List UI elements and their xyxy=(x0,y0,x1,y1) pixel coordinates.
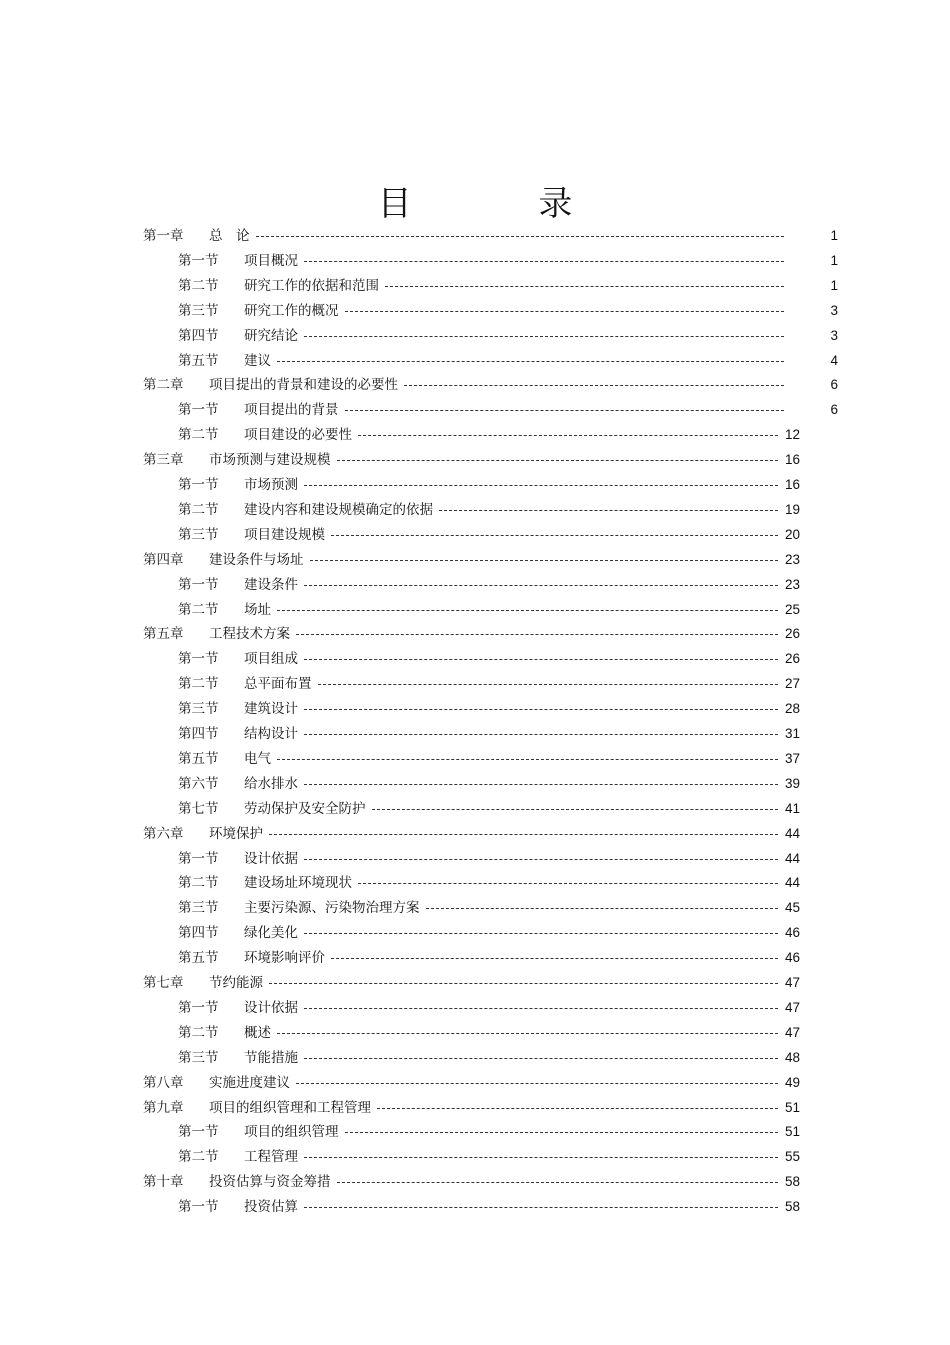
page-number: 25 xyxy=(784,602,800,617)
section-title: 环境影响评价 xyxy=(244,950,325,966)
page-number: 23 xyxy=(784,552,800,567)
chapter-number: 第七章 xyxy=(143,975,184,991)
toc-chapter-row[interactable] xyxy=(0,224,950,248)
section-number: 第二节 xyxy=(178,502,219,518)
leader-dots xyxy=(296,1083,778,1084)
section-title: 建设内容和建设规模确定的依据 xyxy=(244,502,433,518)
section-number: 第一节 xyxy=(178,1124,219,1140)
page-number: 49 xyxy=(784,1075,800,1090)
section-title: 研究工作的依据和范围 xyxy=(244,278,379,294)
section-title: 工程管理 xyxy=(244,1149,298,1165)
toc-section-row[interactable] xyxy=(0,797,950,821)
section-title: 市场预测 xyxy=(244,477,298,493)
section-title: 项目组成 xyxy=(244,651,298,667)
leader-dots xyxy=(304,485,778,486)
section-title: 投资估算 xyxy=(244,1199,298,1215)
toc-chapter-row[interactable] xyxy=(0,448,950,472)
leader-dots xyxy=(358,883,778,884)
page-number: 58 xyxy=(784,1174,800,1189)
section-title: 绿化美化 xyxy=(244,925,298,941)
toc-section-row[interactable] xyxy=(0,598,950,622)
leader-dots xyxy=(331,535,778,536)
section-number: 第二节 xyxy=(178,278,219,294)
chapter-number: 第三章 xyxy=(143,452,184,468)
page-number: 44 xyxy=(784,875,800,890)
leader-dots xyxy=(439,510,778,511)
page-number: 1 xyxy=(830,278,838,293)
section-number: 第一节 xyxy=(178,1199,219,1215)
section-number: 第三节 xyxy=(178,900,219,916)
toc-chapter-row[interactable] xyxy=(0,373,950,397)
toc-section-row[interactable] xyxy=(0,398,950,422)
leader-dots xyxy=(310,560,779,561)
leader-dots xyxy=(277,1033,778,1034)
section-number: 第四节 xyxy=(178,726,219,742)
leader-dots xyxy=(269,983,778,984)
section-number: 第三节 xyxy=(178,701,219,717)
leader-dots xyxy=(296,634,778,635)
toc-section-row[interactable] xyxy=(0,896,950,920)
page-number: 26 xyxy=(784,626,800,641)
page-number: 23 xyxy=(784,577,800,592)
section-title: 研究结论 xyxy=(244,328,298,344)
section-title: 项目的组织管理 xyxy=(244,1124,339,1140)
section-title: 建设场址环境现状 xyxy=(244,875,352,891)
section-title: 主要污染源、污染物治理方案 xyxy=(244,900,420,916)
leader-dots xyxy=(304,784,778,785)
leader-dots xyxy=(337,460,779,461)
toc-chapter-row[interactable] xyxy=(0,1170,950,1194)
page-number: 46 xyxy=(784,925,800,940)
toc-section-row[interactable] xyxy=(0,1021,950,1045)
section-number: 第五节 xyxy=(178,950,219,966)
toc-section-row[interactable] xyxy=(0,1195,950,1219)
page-number: 48 xyxy=(784,1050,800,1065)
section-title: 项目概况 xyxy=(244,253,298,269)
page-number: 37 xyxy=(784,751,800,766)
toc-section-row[interactable] xyxy=(0,1046,950,1070)
leader-dots xyxy=(277,610,778,611)
leader-dots xyxy=(331,958,778,959)
section-number: 第一节 xyxy=(178,577,219,593)
leader-dots xyxy=(304,1207,778,1208)
toc-section-row[interactable] xyxy=(0,573,950,597)
section-number: 第一节 xyxy=(178,402,219,418)
leader-dots xyxy=(304,859,778,860)
leader-dots xyxy=(277,759,778,760)
chapter-number: 第一章 xyxy=(143,228,184,244)
page-number: 51 xyxy=(784,1100,800,1115)
toc-section-row[interactable] xyxy=(0,1120,950,1144)
chapter-title: 市场预测与建设规模 xyxy=(209,452,331,468)
section-title: 项目建设规模 xyxy=(244,527,325,543)
page-number: 46 xyxy=(784,950,800,965)
section-number: 第一节 xyxy=(178,851,219,867)
section-title: 场址 xyxy=(244,602,271,618)
leader-dots xyxy=(304,1008,778,1009)
chapter-title: 建设条件与场址 xyxy=(209,552,304,568)
toc-section-row[interactable] xyxy=(0,921,950,945)
section-title: 节能措施 xyxy=(244,1050,298,1066)
toc-section-row[interactable] xyxy=(0,847,950,871)
leader-dots xyxy=(318,684,779,685)
toc-section-row[interactable] xyxy=(0,274,950,298)
toc-section-row[interactable] xyxy=(0,647,950,671)
chapter-title: 实施进度建议 xyxy=(209,1075,290,1091)
page-number: 27 xyxy=(784,676,800,691)
section-number: 第三节 xyxy=(178,303,219,319)
section-title: 设计依据 xyxy=(244,851,298,867)
page-title: 目 录 xyxy=(377,184,631,224)
leader-dots xyxy=(304,659,778,660)
page-number: 31 xyxy=(784,726,800,741)
toc-chapter-row[interactable] xyxy=(0,548,950,572)
section-title: 设计依据 xyxy=(244,1000,298,1016)
page-number: 44 xyxy=(784,826,800,841)
toc-section-row[interactable] xyxy=(0,722,950,746)
section-number: 第四节 xyxy=(178,925,219,941)
leader-dots xyxy=(337,1182,779,1183)
chapter-number: 第四章 xyxy=(143,552,184,568)
section-title: 结构设计 xyxy=(244,726,298,742)
page-number: 44 xyxy=(784,851,800,866)
page-number: 1 xyxy=(830,253,838,268)
toc-section-row[interactable] xyxy=(0,523,950,547)
leader-dots xyxy=(304,1058,778,1059)
leader-dots xyxy=(304,933,778,934)
toc-section-row[interactable] xyxy=(0,349,950,373)
section-number: 第一节 xyxy=(178,477,219,493)
chapter-title: 工程技术方案 xyxy=(209,626,290,642)
toc-section-row[interactable] xyxy=(0,423,950,447)
toc-section-row[interactable] xyxy=(0,1145,950,1169)
chapter-number: 第八章 xyxy=(143,1075,184,1091)
leader-dots xyxy=(385,286,784,287)
toc-section-row[interactable] xyxy=(0,996,950,1020)
leader-dots xyxy=(304,261,784,262)
page-number: 19 xyxy=(784,502,800,517)
page-number: 47 xyxy=(784,1025,800,1040)
page-number: 26 xyxy=(784,651,800,666)
chapter-number: 第二章 xyxy=(143,377,184,393)
leader-dots xyxy=(345,311,785,312)
page-number: 58 xyxy=(784,1199,800,1214)
leader-dots xyxy=(304,734,778,735)
section-number: 第一节 xyxy=(178,253,219,269)
toc-section-row[interactable] xyxy=(0,946,950,970)
toc-chapter-row[interactable] xyxy=(0,1071,950,1095)
section-number: 第五节 xyxy=(178,353,219,369)
section-title: 电气 xyxy=(244,751,271,767)
toc-section-row[interactable] xyxy=(0,747,950,771)
leader-dots xyxy=(269,834,778,835)
page-number: 20 xyxy=(784,527,800,542)
section-number: 第七节 xyxy=(178,801,219,817)
chapter-title: 项目的组织管理和工程管理 xyxy=(209,1100,371,1116)
leader-dots xyxy=(304,585,778,586)
chapter-title: 节约能源 xyxy=(209,975,263,991)
section-number: 第三节 xyxy=(178,1050,219,1066)
section-number: 第一节 xyxy=(178,651,219,667)
toc-section-row[interactable] xyxy=(0,498,950,522)
toc-chapter-row[interactable] xyxy=(0,971,950,995)
toc-section-row[interactable] xyxy=(0,672,950,696)
section-number: 第二节 xyxy=(178,1025,219,1041)
page-number: 51 xyxy=(784,1124,800,1139)
section-title: 研究工作的概况 xyxy=(244,303,339,319)
section-title: 给水排水 xyxy=(244,776,298,792)
chapter-title: 投资估算与资金筹措 xyxy=(209,1174,331,1190)
leader-dots xyxy=(256,236,785,237)
page-number: 16 xyxy=(784,477,800,492)
section-title: 劳动保护及安全防护 xyxy=(244,801,366,817)
toc-section-row[interactable] xyxy=(0,697,950,721)
section-number: 第一节 xyxy=(178,1000,219,1016)
section-title: 建筑设计 xyxy=(244,701,298,717)
toc-section-row[interactable] xyxy=(0,772,950,796)
page-number: 45 xyxy=(784,900,800,915)
page-number: 16 xyxy=(784,452,800,467)
page-number: 41 xyxy=(784,801,800,816)
chapter-number: 第十章 xyxy=(143,1174,184,1190)
section-number: 第二节 xyxy=(178,427,219,443)
chapter-title: 总 论 xyxy=(209,228,250,244)
leader-dots xyxy=(377,1108,778,1109)
toc-section-row[interactable] xyxy=(0,324,950,348)
chapter-number: 第六章 xyxy=(143,826,184,842)
leader-dots xyxy=(304,709,778,710)
leader-dots xyxy=(277,361,784,362)
leader-dots xyxy=(358,435,778,436)
toc-chapter-row[interactable] xyxy=(0,622,950,646)
section-number: 第二节 xyxy=(178,875,219,891)
section-title: 项目提出的背景 xyxy=(244,402,339,418)
section-number: 第五节 xyxy=(178,751,219,767)
page-number: 47 xyxy=(784,1000,800,1015)
page-number: 28 xyxy=(784,701,800,716)
page-number: 4 xyxy=(830,353,838,368)
page-number: 12 xyxy=(784,427,800,442)
section-number: 第二节 xyxy=(178,1149,219,1165)
leader-dots xyxy=(304,1157,778,1158)
section-number: 第二节 xyxy=(178,602,219,618)
chapter-title: 项目提出的背景和建设的必要性 xyxy=(209,377,398,393)
section-number: 第三节 xyxy=(178,527,219,543)
toc-section-row[interactable] xyxy=(0,299,950,323)
page-number: 55 xyxy=(784,1149,800,1164)
leader-dots xyxy=(372,809,779,810)
page-number: 3 xyxy=(830,328,838,343)
leader-dots xyxy=(345,1132,779,1133)
chapter-title: 环境保护 xyxy=(209,826,263,842)
page-number: 1 xyxy=(830,228,838,243)
leader-dots xyxy=(345,410,785,411)
page-number: 47 xyxy=(784,975,800,990)
section-number: 第四节 xyxy=(178,328,219,344)
section-number: 第二节 xyxy=(178,676,219,692)
page-number: 6 xyxy=(830,377,838,392)
leader-dots xyxy=(304,336,784,337)
toc-chapter-row[interactable] xyxy=(0,822,950,846)
toc-section-row[interactable] xyxy=(0,871,950,895)
section-title: 概述 xyxy=(244,1025,271,1041)
section-title: 建设条件 xyxy=(244,577,298,593)
page-number: 3 xyxy=(830,303,838,318)
page-number: 39 xyxy=(784,776,800,791)
page-number: 6 xyxy=(830,402,838,417)
section-number: 第六节 xyxy=(178,776,219,792)
section-title: 项目建设的必要性 xyxy=(244,427,352,443)
chapter-number: 第五章 xyxy=(143,626,184,642)
section-title: 总平面布置 xyxy=(244,676,312,692)
toc-chapter-row[interactable] xyxy=(0,1096,950,1120)
toc-section-row[interactable] xyxy=(0,473,950,497)
toc-section-row[interactable] xyxy=(0,249,950,273)
section-title: 建议 xyxy=(244,353,271,369)
leader-dots xyxy=(426,908,779,909)
leader-dots xyxy=(404,385,784,386)
chapter-number: 第九章 xyxy=(143,1100,184,1116)
